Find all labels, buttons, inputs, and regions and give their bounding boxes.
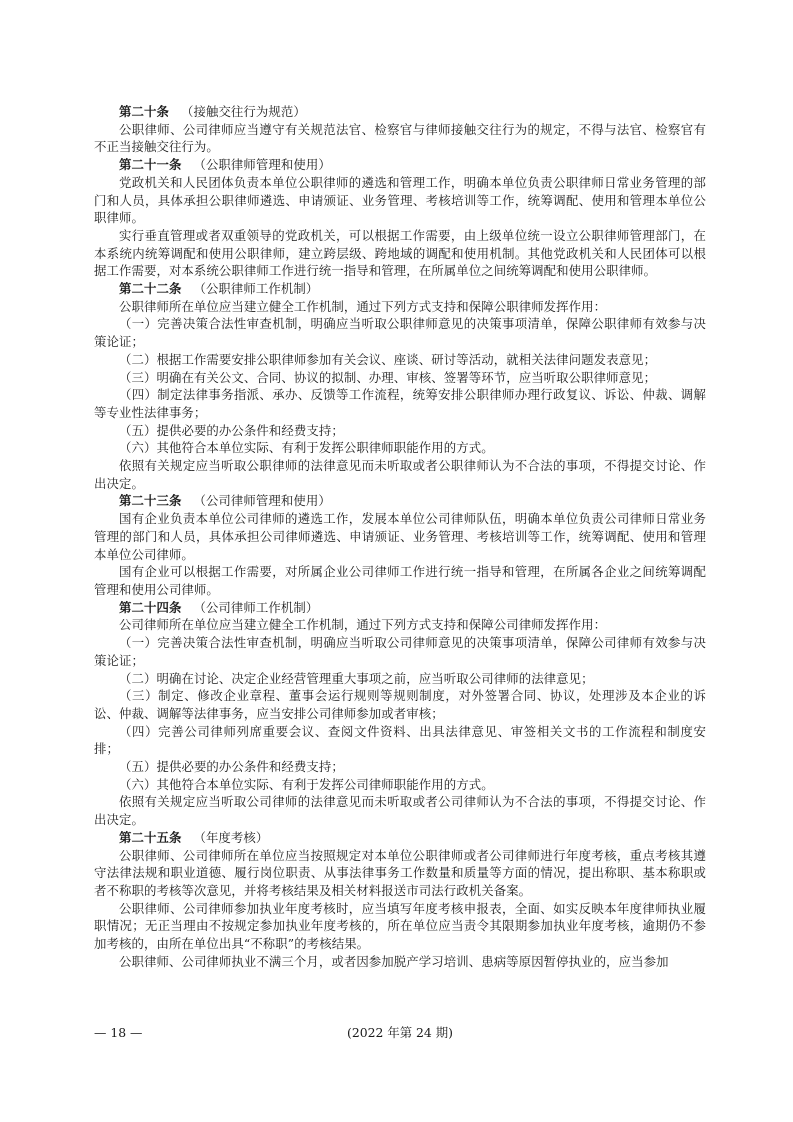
paragraph: 国有企业可以根据工作需要，对所属企业公司律师工作进行统一指导和管理，在所属各企业之间统筹调配管理和使用公司律师。	[94, 564, 706, 597]
article-number: 第二十一条	[119, 157, 182, 173]
paragraph: （四）制定法律事务指派、承办、反馈等工作流程，统筹安排公职律师办理行政复议、诉讼、仲裁、调解等专业性法律事务；	[94, 387, 706, 420]
article-topic: （公职律师工作机制）	[193, 281, 319, 297]
paragraph: 依照有关规定应当听取公职律师的法律意见而未听取或者公职律师认为不合法的事项，不得提交讨论、作出决定。	[94, 458, 706, 491]
article-number: 第二十四条	[119, 599, 182, 615]
article-number: 第二十二条	[119, 281, 182, 297]
page-number: — 18 —	[94, 1025, 143, 1040]
article-section	[94, 492, 706, 598]
paragraph: （五）提供必要的办公条件和经费支持；	[119, 759, 344, 775]
paragraph: 公职律师、公司律师参加执业年度考核时，应当填写年度考核申报表，全面、如实反映本年度律师执业履职情况；无正当理由不按规定参加执业年度考核的，所在单位应当责令其限期参加执业年度考核，逾期仍不参加考核的，由所在单位出具“不称职”的考核结果。	[94, 900, 706, 952]
paragraph: 依照有关规定应当听取公司律师的法律意见而未听取或者公司律师认为不合法的事项，不得提交讨论、作出决定。	[94, 794, 706, 828]
article-topic: （接触交往行为规范）	[180, 104, 306, 119]
paragraph: （五）提供必要的办公条件和经费支持；	[119, 422, 344, 438]
paragraph: （三）明确在有关公文、合同、协议的拟制、办理、审核、签署等环节，应当听取公职律师意见；	[119, 369, 657, 385]
paragraph: 公职律师所在单位应当建立健全工作机制，通过下列方式支持和保障公职律师发挥作用：	[119, 298, 607, 314]
article-heading	[94, 103, 706, 121]
article-number: 第二十三条	[119, 493, 182, 509]
article-heading	[94, 280, 706, 298]
paragraph: （一）完善决策合法性审查机制，明确应当听取公职律师意见的决策事项清单，保障公职律师有效参与决策论证；	[94, 316, 706, 350]
paragraph: 公职律师、公司律师执业不满三个月，或者因参加脱产学习培训、患病等原因暂停执业的，应当参加	[119, 953, 669, 969]
article-section	[94, 156, 706, 280]
paragraph: 国有企业负责本单位公司律师的遴选工作，发展本单位公司律师队伍，明确本单位负责公司律师日常业务管理的部门和人员，具体承担公司律师遴选、申请颁证、业务管理、考核培训等工作，统筹调配、使用和管理本单位公司律师。	[94, 511, 706, 562]
paragraph: 公职律师、公司律师应当遵守有关规范法官、检察官与律师接触交往行为的规定，不得与法官、检察官有不正当接触交往行为。	[94, 121, 706, 155]
page-footer	[94, 1023, 706, 1043]
paragraph: （四）完善公司律师列席重要会议、查阅文件资料、出具法律意见、审签相关文书的工作流程和制度安排；	[94, 723, 706, 757]
article-heading	[94, 492, 706, 510]
article-section	[94, 599, 706, 829]
article-heading	[94, 599, 706, 617]
article-topic: （年度考核）	[193, 829, 269, 845]
paragraph: （二）根据工作需要安排公职律师参加有关会议、座谈、研讨等活动，就相关法律问题发表意见；	[119, 351, 657, 367]
paragraph: 公司律师所在单位应当建立健全工作机制，通过下列方式支持和保障公司律师发挥作用：	[119, 617, 607, 633]
article-topic: （公司律师管理和使用）	[193, 493, 331, 509]
article-heading	[94, 156, 706, 174]
article-section	[94, 280, 706, 492]
paragraph: 公职律师、公司律师所在单位应当按照规定对本单位公职律师或者公司律师进行年度考核，重点考核其遵守法律法规和职业道德、履行岗位职责、从事法律事务工作数量和质量等方面的情况，提出称职、基本称职或者不称职的考核等次意见，并将考核结果及相关材料报送市司法行政机关备案。	[94, 847, 706, 898]
paragraph: （六）其他符合本单位实际、有利于发挥公司律师职能作用的方式。	[119, 776, 494, 792]
document-body	[94, 103, 706, 970]
article-section	[94, 829, 706, 971]
paragraph: （一）完善决策合法性审查机制，明确应当听取公司律师意见的决策事项清单，保障公司律师有效参与决策论证；	[94, 635, 706, 668]
paragraph: （六）其他符合本单位实际、有利于发挥公职律师职能作用的方式。	[119, 440, 494, 456]
paragraph: （二）明确在讨论、决定企业经营管理重大事项之前，应当听取公司律师的法律意见；	[119, 670, 594, 686]
article-number: 第二十五条	[119, 829, 182, 845]
article-section	[94, 103, 706, 156]
issue-label: (2022 年第 24 期)	[347, 1025, 453, 1040]
article-topic: （公司律师工作机制）	[193, 599, 319, 615]
paragraph: 党政机关和人民团体负责本单位公职律师的遴选和管理工作，明确本单位负责公职律师日常业务管理的部门和人员，具体承担公职律师遴选、申请颁证、业务管理、考核培训等工作，统筹调配、使用和管理本单位公职律师。	[94, 174, 706, 226]
paragraph: 实行垂直管理或者双重领导的党政机关，可以根据工作需要，由上级单位统一设立公职律师管理部门，在本系统内统筹调配和使用公职律师，建立跨层级、跨地域的调配和使用机制。其他党政机关和人民团体可以根据工作需要，对本系统公职律师工作进行统一指导和管理，在所属单位之间统筹调配和使用公职律师。	[94, 227, 706, 279]
paragraph: （三）制定、修改企业章程、董事会运行规则等规则制度，对外签署合同、协议，处理涉及本企业的诉讼、仲裁、调解等法律事务，应当安排公司律师参加或者审核；	[94, 688, 706, 721]
article-heading	[94, 829, 706, 847]
article-number: 第二十条	[119, 104, 169, 119]
article-topic: （公职律师管理和使用）	[193, 157, 331, 173]
